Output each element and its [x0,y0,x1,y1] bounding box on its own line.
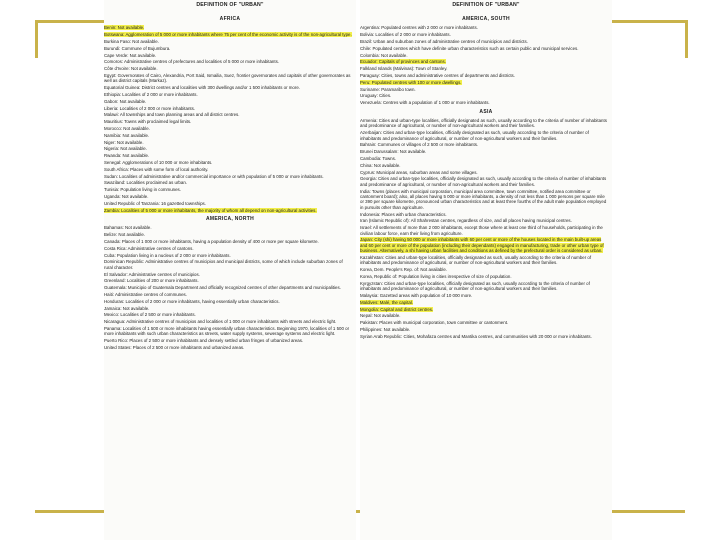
entry-text: Côte d'Ivoire: Not available. [104,66,158,72]
entry-text: Guatemala: Municipio of Guatemala Department and officially recognized centres of other departments and municipalities. [104,285,341,291]
entry-text: Nigeria: Not available. [104,146,147,152]
definition-entry [360,163,608,168]
definition-entry [360,66,608,71]
entry-text: Comoros: Administrative centres of prefectures and localities of 5 000 or more inhabitants. [104,59,279,65]
definition-entry [104,174,352,179]
definition-entry [104,112,352,117]
definition-entry [104,345,352,350]
definition-entry [360,237,608,253]
definition-entry [104,85,352,90]
entry-text: Liberia: Localities of 2 000 or more inhabitants. [104,105,196,111]
entry-text: El Salvador: Administrative centres of municipios. [104,271,200,277]
definition-entry [104,194,352,199]
entry-list [360,25,612,105]
entry-text: South Africa: Places with some form of local authority. [104,166,209,172]
section-africa [104,17,356,213]
definition-entry [360,281,608,292]
entry-text: Canada: Places of 1 000 or more inhabitants, having a population density of 400 or more per square kilometre. [104,238,319,244]
definition-entry [104,73,352,84]
entry-text: Korea, Republic of: Population living in cities irrespective of size of population. [360,274,512,279]
entry-text: Puerto Rico: Places of 2 500 or more inhabitants and densely settled urban fringes of urbanized areas. [104,338,304,344]
entry-text: Chile: Populated centres which have definite urban characteristics such as certain public and municipal services. [360,45,579,51]
definition-entry [104,106,352,111]
entry-text: Cape Verde: Not available. [104,52,157,58]
entry-text: India: Towns (places with municipal corporation, municipal area committee, town committee, notified area committee or cantonment board); also, all places having 5 000 or more inhabitants, a density of not less than 1 000 persons per square mile or 390 per square kilometre, pronounced urban characteristics and at least three fourths of the adult male population employed in pursuits other than agriculture. [360,188,607,210]
entry-text: Falkland Islands (Malvinas): Town of Stanley. [360,66,448,72]
entry-text: Haiti: Administrative centres of communes. [104,291,187,297]
definition-entry [360,327,608,332]
section-asia [360,110,612,340]
entry-text: Morocco: Not available. [104,125,150,131]
section-america-north [104,217,356,350]
section-heading: ASIA [479,108,493,115]
highlighted-text: Botswana: Agglomeration of 5 000 or more inhabitants where 75 per cent of the economic activity is of the non-agricultural type. [104,32,352,38]
definition-entry [104,180,352,185]
page-title: DEFINITION OF "URBAN" [196,2,264,8]
definition-entry [104,278,352,283]
entry-text: Colombia: Not available. [360,52,408,58]
definition-entry [360,300,608,305]
entry-text: Rwanda: Not available. [104,153,150,159]
entry-text: Uruguay: Cities. [360,93,392,99]
entry-text: Bahrain: Communes or villages of 2 500 or more inhabitants. [360,142,479,148]
entry-text: Swaziland: Localities proclaimed as urban. [104,180,187,186]
definition-entry [104,246,352,251]
definition-entry [360,313,608,318]
definition-entry [360,320,608,325]
entry-text: Kazakhstan: Cities and urban-type localities, officially designated as such, usually according to the criteria of number of inhabitants and predominance of agricultural, or number of non-agricultural workers and their families. [360,255,592,266]
definition-entry [360,39,608,44]
scanned-page-right [360,0,612,540]
definition-entry [360,25,608,30]
definition-entry [360,293,608,298]
entry-text: Mauritius: Towns with proclaimed legal limits. [104,119,192,125]
scanned-page-left [104,0,356,540]
definition-entry [360,255,608,266]
entry-text: Equatorial Guinea: District centres and localities with 300 dwellings and/or 1 500 inhabitants or more. [104,85,300,91]
entry-text: Korea, Dem. People's Rep. of: Not available. [360,267,447,273]
definition-entry [360,189,608,211]
entry-text: Georgia: Cities and urban-type localities, officially designated as such, usually according to the criteria of number of inhabitants and predominance of agricultural, or number of non-agricultural workers and their families. [360,176,607,187]
definition-entry [104,326,352,337]
entry-text: Gabon: Not available. [104,98,147,104]
definition-entry [104,46,352,51]
entry-text: Mexico: Localities of 2 500 or more inhabitants. [104,312,196,318]
definition-entry [104,39,352,44]
section-america-south [360,17,612,106]
entry-text: Niger: Not available. [104,139,144,145]
definition-entry [360,334,608,339]
definition-entry [104,201,352,206]
entry-list [104,225,356,350]
definition-entry [360,59,608,64]
entry-text: Tunisia: Population living in communes. [104,187,181,193]
definition-entry [360,149,608,154]
definition-entry [104,133,352,138]
definition-entry [360,267,608,272]
entry-text: Venezuela: Centres with a population of 1 000 or more inhabitants. [360,100,490,106]
section-heading: AMERICA, SOUTH [462,16,510,22]
definition-entry [360,53,608,58]
definition-entry [360,93,608,98]
definition-entry [360,170,608,175]
entry-text: Sudan: Localities of administrative and/or commercial importance or with population of 5 000 or more inhabitants. [104,173,324,179]
entry-text: Nepal: Not available. [360,313,401,319]
entry-text: Dominican Republic: Administrative centres of municipios and municipal districts, some of which include suburban zones of rural character. [104,259,343,270]
entry-text: Egypt: Governorates of Cairo, Alexandria, Port Said, Ismailia, Suez, frontier governorates and capitals of other governorates as well as district capitals (Markaz). [104,72,351,84]
definition-entry [104,126,352,131]
entry-text: Malaysia: Gazetted areas with population of 10 000 more. [360,293,473,298]
highlighted-text: Maldives: Malé, the capital. [360,299,413,305]
definition-entry [104,99,352,104]
definition-entry [104,225,352,230]
definition-entry [104,53,352,58]
highlighted-text: Ecuador: Capitals of provinces and cantons. [360,59,446,65]
definition-entry [104,146,352,151]
section-heading: AMERICA, NORTH [205,215,255,222]
entry-text: Brunei Darussalam: Not available. [360,149,427,155]
definition-entry [360,307,608,312]
definition-entry [360,87,608,92]
entry-text: Paraguay: Cities, towns and administrative centres of departments and districts. [360,72,515,78]
definition-entry [360,225,608,236]
definition-entry [104,232,352,237]
definition-entry [104,66,352,71]
definition-entry [360,100,608,105]
definition-entry [104,306,352,311]
definition-entry [104,25,352,30]
entry-text: Suriname: Paramaribo town. [360,86,416,92]
definition-entry [360,218,608,223]
definition-entry [360,176,608,187]
definition-entry [104,312,352,317]
entry-text: Israel: All settlements of more than 2 000 inhabitants, except those where at least one third of households, participating in the civilian labour force, earn their living from agriculture. [360,225,603,236]
entry-text: Namibia: Not available. [104,132,150,138]
entry-text: Burkina Faso: Not available. [104,39,159,44]
entry-list [360,118,612,339]
entry-text: Cyprus: Municipal areas, suburban areas and some villages. [360,169,478,175]
corner-accent-top-right [608,20,688,23]
definition-entry [360,274,608,279]
entry-text: Bolivia: Localities of 2 000 or more inhabitants. [360,32,451,38]
entry-text: Bahamas: Not available. [104,225,152,231]
entry-text: Panama: Localities of 1 500 or more inhabitants having essentially urban characteristics. Beginning 1970, localities of 1 500 or more inhabitants with such urban characteristics as streets, water supply systems, sewerage systems and electric light. [104,325,350,337]
definition-entry [360,156,608,161]
highlighted-text: Peru: Populated centres with 100 or more dwellings. [360,79,462,85]
highlighted-text: Zambia: Localities of 5 000 or more inhabitants, the majority of whom all depend on non-agricultural activities. [104,207,317,213]
entry-text: Uganda: Not available. [104,193,149,199]
definition-entry [360,46,608,51]
definition-entry [104,292,352,297]
entry-text: Cuba: Population living in a nucleus of 2 000 or more inhabitants. [104,252,231,258]
entry-text: Azerbaijan: Cities and urban-type localities, officially designated as such, usually according to the criteria of number of inhabitants and predominance of agricultural, or number of non-agricultural workers and their families. [360,130,589,141]
definition-entry [104,167,352,172]
definition-entry [104,299,352,304]
definition-entry [360,80,608,85]
definition-entry [104,285,352,290]
entry-text: United Republic of Tanzania: 16 gazetted townships. [104,200,206,206]
definition-entry [104,32,352,37]
corner-accent-right [685,20,688,58]
highlighted-text: Mongolia: Capital and district centres. [360,306,434,312]
definition-entry [104,92,352,97]
definition-entry [104,208,352,213]
definition-entry [360,130,608,141]
definition-entry [360,32,608,37]
definition-entry [104,319,352,324]
definition-entry [104,160,352,165]
entry-text: Honduras: Localities of 2 000 or more inhabitants, having essentially urban characteristics. [104,298,280,304]
entry-text: Nicaragua: Administrative centres of municipios and localities of 1 000 or more inhabitants with streets and electric light. [104,319,337,325]
highlighted-text: Benin: Not available. [104,25,145,31]
definition-entry [104,153,352,158]
entry-text: Pakistan: Places with municipal corporation, town committee or cantonment. [360,320,509,326]
entry-text: Kyrgyzstan: Cities and urban-type localities, officially designated as such, usually according to the criteria of number of inhabitants and predominance of agricultural, or number of non-agricultural workers and their families. [360,280,590,292]
entry-text: Philippines: Not available. [360,326,411,332]
entry-text: China: Not available. [360,162,401,168]
entry-text: Ethiopia: Localities of 2 000 or more inhabitants. [104,91,198,97]
definition-entry [104,259,352,270]
entry-text: Syrian Arab Republic: Cities, Mohafaza centres and Mantika centres, and communities with 20 000 or more inhabitants. [360,333,592,339]
entry-text: Costa Rica: Administrative centres of cantons. [104,245,194,251]
section-heading: AFRICA [219,16,241,22]
definition-entry [104,338,352,343]
entry-text: Jamaica: Not available. [104,305,150,311]
page-title: DEFINITION OF "URBAN" [452,2,520,8]
definition-entry [104,140,352,145]
definition-entry [360,73,608,78]
entry-text: Burundi: Commune of Bujumbura. [104,45,171,51]
definition-entry [360,118,608,129]
entry-text: Indonesia: Places with urban characteristics. [360,211,447,217]
definition-entry [104,272,352,277]
definition-entry [104,253,352,258]
entry-text: Brazil: Urban and suburban zones of administrative centres of municipios and districts. [360,39,528,44]
entry-text: Armenia: Cities and urban-type localities, officially designated as such, usually according to the criteria of number of inhabitants and predominance of agricultural, or number of non-agricultural workers and their families. [360,117,607,129]
corner-accent-left [35,20,38,58]
entry-text: Senegal: Agglomerations of 10 000 or more inhabitants. [104,159,213,165]
entry-text: Argentina: Populated centres with 2 000 or more inhabitants. [360,25,478,31]
entry-text: United States: Places of 2 500 or more inhabitants and urbanized areas. [104,344,245,350]
entry-text: Greenland: Localities of 200 or more inhabitants. [104,278,199,284]
entry-text: Cambodia: Towns. [360,155,397,161]
definition-entry [104,239,352,244]
definition-entry [104,187,352,192]
definition-entry [104,119,352,124]
corner-accent-top-left [35,20,115,23]
highlighted-text: Japan: City (shi) having 50 000 or more inhabitants with 60 per cent or more of the houses located in the main built-up areas and 60 per cent or more of the population (including their dependants) engaged in manufacturing, trade or other urban type of business. Alternatively, a shi having urban facilities and conditions as defined by the prefectural order is considered as urban. [360,237,604,254]
entry-list [104,25,356,213]
entry-text: Malawi: All townships and town planning areas and all district centres. [104,112,240,118]
entry-text: Belize: Not available. [104,232,146,238]
definition-entry [104,59,352,64]
definition-entry [360,142,608,147]
entry-text: Iran (Islamic Republic of): All Shahrestan centres, regardless of size, and all places having municipal centres. [360,218,572,224]
definition-entry [360,212,608,217]
